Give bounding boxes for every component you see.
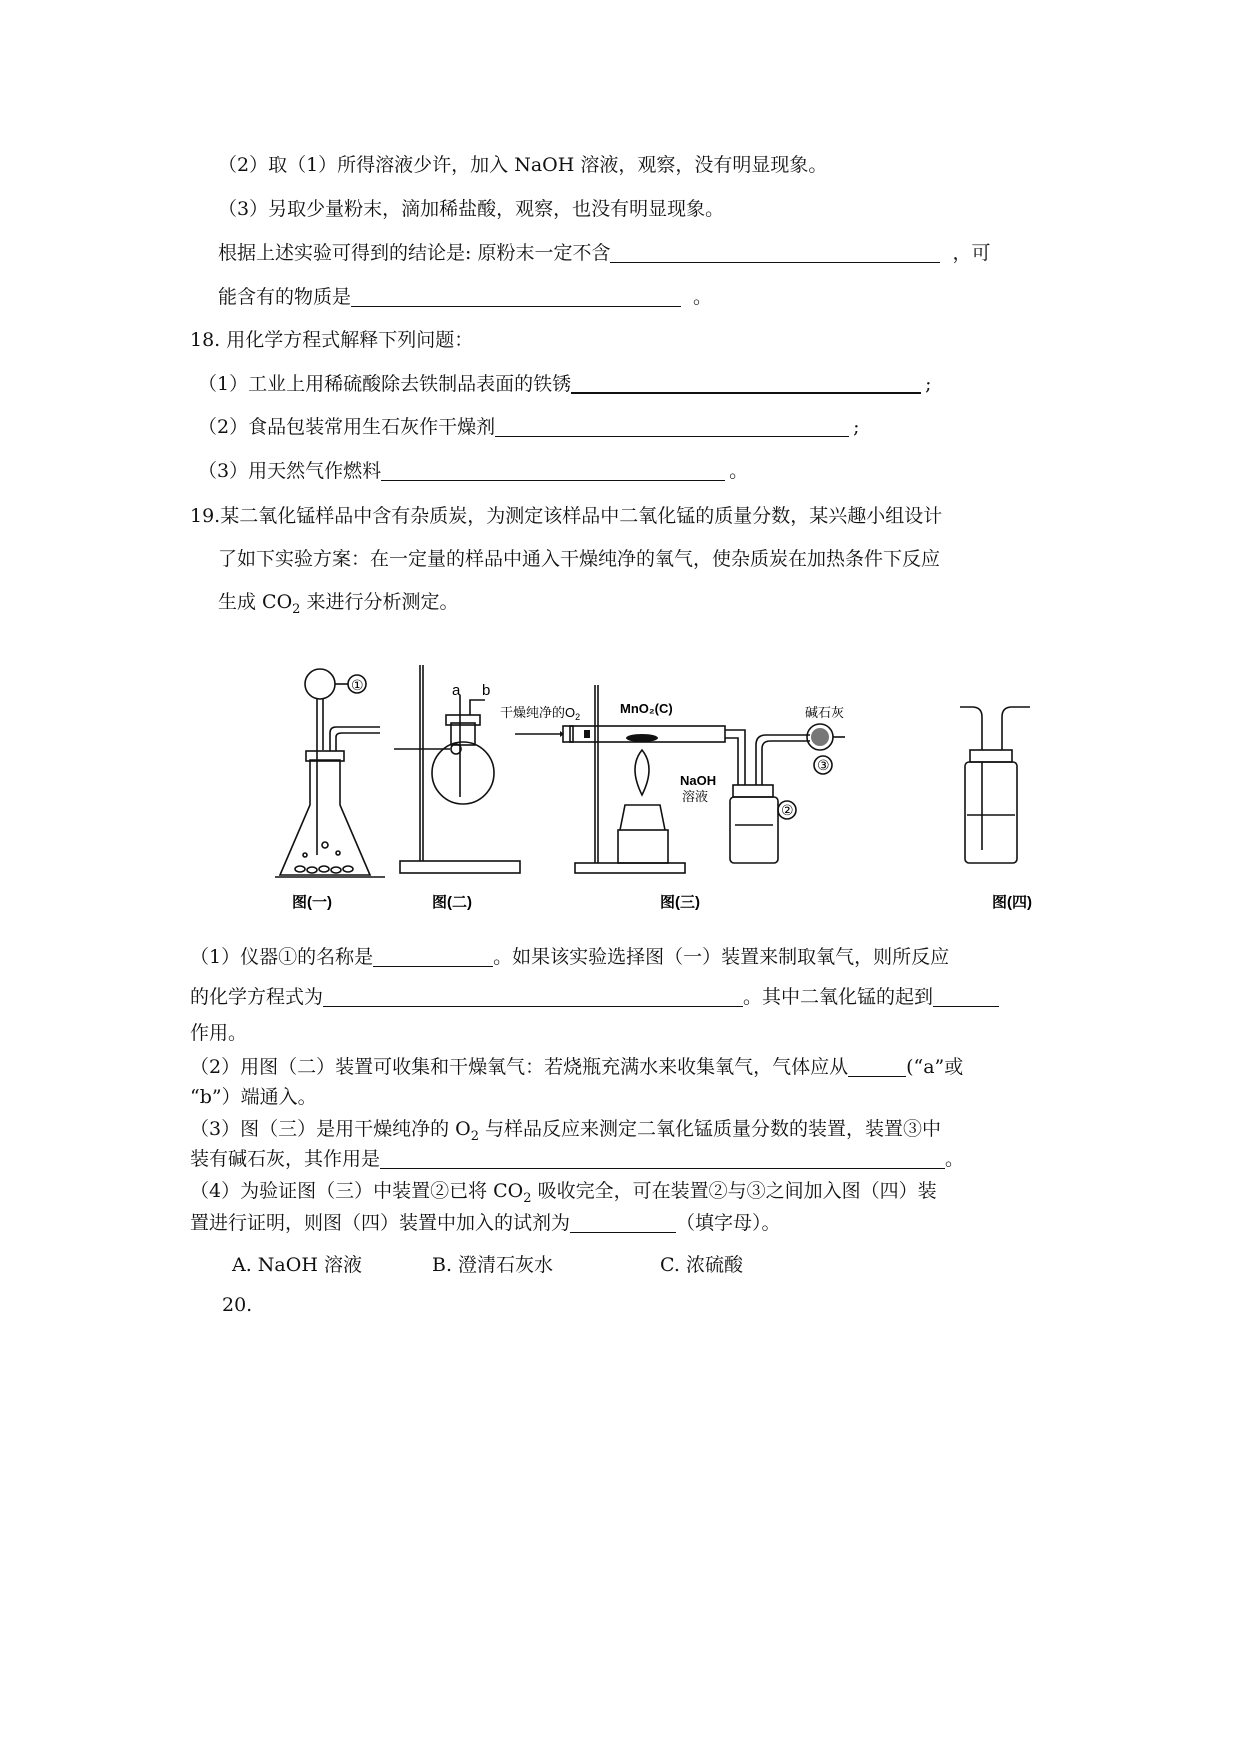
q19-p2-a: （2）用图（二）装置可收集和干燥氧气：若烧瓶充满水来收集氧气，气体应从 — [190, 1056, 849, 1078]
fig4-caption: 图(四) — [992, 894, 1032, 911]
q19-part4-line2 — [190, 1210, 781, 1236]
q17-possible-text: 能含有的物质是 — [218, 286, 352, 308]
q19-option-b[interactable]: B. 澄清石灰水 — [432, 1254, 554, 1276]
q19-part4-line1 — [190, 1178, 937, 1212]
fig3-o2-sub: 2 — [575, 712, 581, 722]
q17-conclusion-text: 根据上述实验可得到的结论是: 原粉末一定不含 — [218, 242, 611, 264]
q19-line1: 19.某二氧化锰样品中含有杂质炭，为测定该样品中二氧化锰的质量分数，某兴趣小组设计 — [190, 505, 943, 527]
fig3-mno2-label: MnO₂(C) — [620, 701, 673, 716]
q19-p4-sub: 2 — [523, 1190, 532, 1206]
fig2-label-b: b — [482, 682, 491, 699]
fig1-flask — [275, 669, 385, 877]
q19-p1-d: 。其中二氧化锰的起到 — [743, 986, 934, 1008]
q17-step2: （2）取（1）所得溶液少许，加入 NaOH 溶液，观察，没有明显现象。 — [218, 154, 828, 176]
answer-blank[interactable] — [610, 242, 940, 263]
fig3-o2-label — [500, 705, 580, 722]
q19-line3-a: 生成 CO — [218, 591, 293, 613]
fig3-soda-lime-label: 碱石灰 — [805, 705, 845, 720]
fig3-caption: 图(三) — [660, 894, 700, 911]
answer-blank[interactable] — [351, 286, 681, 307]
fig3-label-3: ③ — [817, 757, 830, 773]
q19-line3 — [218, 589, 458, 623]
q19-p4-c: 置进行证明，则图（四）装置中加入的试剂为 — [190, 1212, 571, 1234]
q19-p3-a: （3）图（三）是用干燥纯净的 O — [190, 1118, 471, 1140]
q17-period: 。 — [693, 286, 713, 308]
q18-item2-end: ; — [853, 416, 860, 438]
q19-line3-b: 来进行分析测定。 — [300, 591, 459, 613]
answer-blank[interactable] — [373, 946, 493, 967]
fig1-caption: 图(一) — [292, 894, 332, 911]
q20-number: 20. — [222, 1294, 253, 1316]
answer-blank[interactable] — [495, 416, 849, 437]
q19-option-c[interactable]: C. 浓硫酸 — [660, 1254, 743, 1276]
fig2-caption: 图(二) — [432, 894, 472, 911]
answer-blank[interactable] — [380, 1148, 945, 1169]
q19-part3-line1 — [190, 1116, 941, 1150]
q17-conclusion-tail: ，可 — [952, 242, 991, 264]
fig2-label-a: a — [452, 682, 461, 699]
q19-p1-a: （1）仪器①的名称是 — [190, 946, 374, 968]
fig4-washing-bottle — [960, 707, 1030, 863]
q19-part3-line2 — [190, 1146, 964, 1172]
q19-p4-b: 吸收完全，可在装置②与③之间加入图（四）装 — [531, 1180, 937, 1202]
answer-blank[interactable] — [571, 372, 921, 394]
q19-p4-d: （填字母）。 — [676, 1212, 781, 1234]
fig3-label-2: ② — [781, 802, 794, 818]
q19-p3-c: 装有碱石灰，其作用是 — [190, 1148, 381, 1170]
q17-step3: （3）另取少量粉末，滴加稀盐酸，观察，也没有明显现象。 — [218, 198, 725, 220]
answer-blank[interactable] — [848, 1056, 906, 1077]
q18-item1-end: ; — [925, 373, 932, 395]
fig3-o2-text: 干燥纯净的O — [500, 705, 576, 720]
q19-p3-b: 与样品反应来测定二氧化锰质量分数的装置，装置③中 — [479, 1118, 942, 1140]
apparatus-figure — [270, 655, 1060, 915]
q18-title: 18. 用化学方程式解释下列问题： — [190, 329, 474, 351]
q19-p2-c: “b”）端通入。 — [190, 1086, 317, 1108]
q19-p3-sub: 2 — [470, 1128, 479, 1144]
q19-p1-c: 的化学方程式为 — [190, 986, 324, 1008]
fig1-label-1: ① — [351, 677, 364, 693]
q19-p4-a: （4）为验证图（三）中装置②已将 CO — [190, 1180, 524, 1202]
q18-item2 — [198, 414, 860, 440]
q19-p1-e: 作用。 — [190, 1022, 248, 1044]
q19-p2-b: (“a”或 — [906, 1056, 964, 1078]
q18-item1-text: （1）工业上用稀硫酸除去铁制品表面的铁锈 — [198, 373, 572, 395]
q18-item3 — [198, 458, 748, 484]
fig3-naoh-label: NaOH — [680, 773, 717, 788]
q19-part2-line1 — [190, 1054, 963, 1080]
q18-item3-text: （3）用天然气作燃料 — [198, 460, 382, 482]
answer-blank[interactable] — [570, 1212, 676, 1233]
q18-item1 — [198, 371, 932, 397]
q19-p1-b: 。如果该实验选择图（一）装置来制取氧气，则所反应 — [493, 946, 950, 968]
q19-option-a[interactable]: A. NaOH 溶液 — [232, 1254, 362, 1276]
q18-item3-end: 。 — [729, 460, 749, 482]
q19-line3-sub: 2 — [292, 601, 301, 617]
q19-p3-d: 。 — [945, 1148, 965, 1170]
q17-conclusion-line1 — [218, 240, 990, 266]
q18-item2-text: （2）食品包装常用生石灰作干燥剂 — [198, 416, 496, 438]
q19-part1-line1 — [190, 944, 949, 970]
q19-part1-line2 — [190, 984, 999, 1010]
fig3-solution-label: 溶液 — [682, 789, 709, 804]
answer-blank[interactable] — [933, 986, 999, 1007]
q17-conclusion-line2 — [218, 284, 712, 310]
answer-blank[interactable] — [323, 986, 743, 1007]
q19-line2: 了如下实验方案：在一定量的样品中通入干燥纯净的氧气，使杂质炭在加热条件下反应 — [218, 548, 941, 570]
answer-blank[interactable] — [381, 460, 725, 481]
